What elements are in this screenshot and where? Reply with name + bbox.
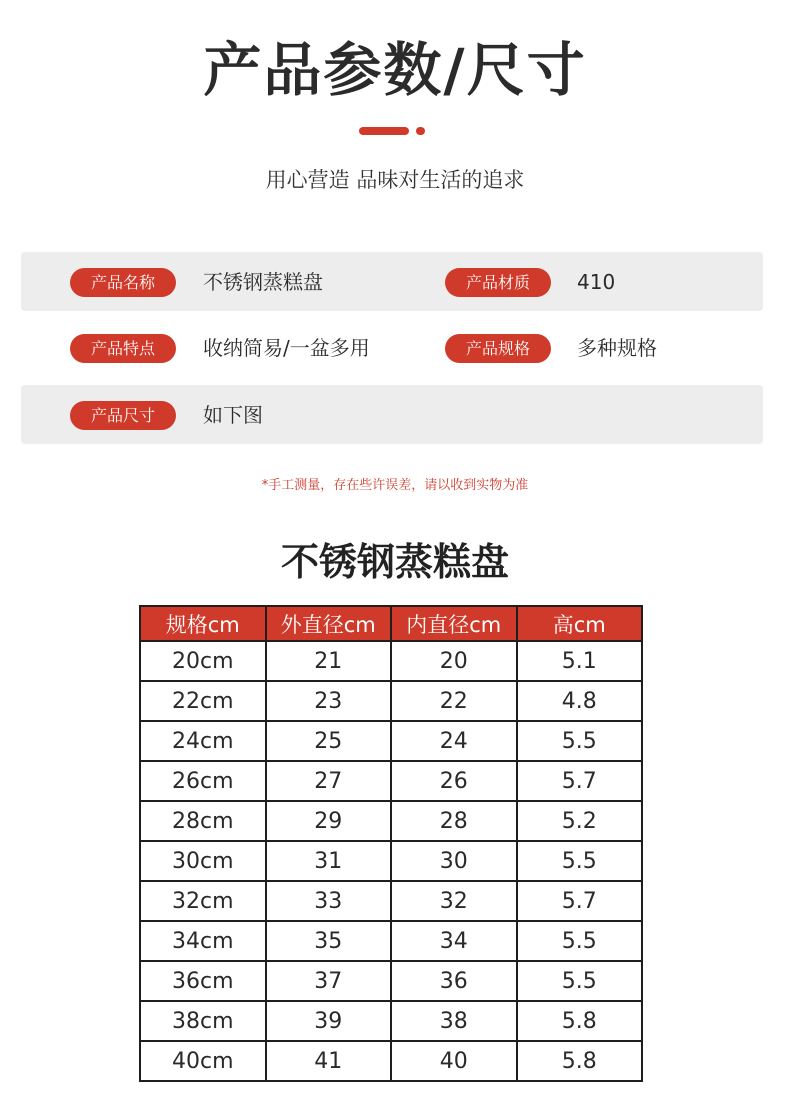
product-spec-label: 产品规格 [445,334,551,363]
page-subtitle: 用心营造 品味对生活的追求 [265,168,525,192]
table-cell: 5.2 [517,801,643,841]
table-cell: 28cm [140,801,266,841]
table-cell: 5.7 [517,761,643,801]
title-accent-dot [416,127,425,135]
table-cell: 40 [391,1041,517,1081]
table-cell: 20 [391,641,517,681]
table-row [140,1001,642,1041]
table-cell: 28 [391,801,517,841]
table-row [140,841,642,881]
table-cell: 26cm [140,761,266,801]
column-header: 外直径cm [266,606,392,641]
table-row [140,961,642,1001]
table-title: 不锈钢蒸糕盘 [280,540,509,584]
table-cell: 24 [391,721,517,761]
table-cell: 26 [391,761,517,801]
table-cell: 40cm [140,1041,266,1081]
product-material-label: 产品材质 [445,268,551,297]
table-cell: 41 [266,1041,392,1081]
table-cell: 32cm [140,881,266,921]
table-cell: 5.1 [517,641,643,681]
table-cell: 5.8 [517,1001,643,1041]
measurement-note: *手工测量，存在些许误差，请以收到实物为准 [261,478,529,493]
product-name-label: 产品名称 [70,268,176,297]
table-row [140,801,642,841]
table-cell: 22 [391,681,517,721]
table-cell: 32 [391,881,517,921]
table-cell: 23 [266,681,392,721]
table-cell: 30 [391,841,517,881]
table-cell: 35 [266,921,392,961]
table-body [140,641,642,1081]
column-header: 内直径cm [391,606,517,641]
table-cell: 39 [266,1001,392,1041]
table-cell: 25 [266,721,392,761]
table-row [140,881,642,921]
table-cell: 34 [391,921,517,961]
column-header: 规格cm [140,606,266,641]
table-cell: 5.5 [517,961,643,1001]
size-table [139,605,643,1082]
table-cell: 30cm [140,841,266,881]
table-row [140,721,642,761]
table-cell: 5.7 [517,881,643,921]
product-feature-label: 产品特点 [70,334,176,363]
table-cell: 22cm [140,681,266,721]
column-header: 高cm [517,606,643,641]
table-cell: 36cm [140,961,266,1001]
table-row [140,761,642,801]
product-size-value: 如下图 [203,403,263,427]
page-title: 产品参数/尺寸 [203,36,587,104]
product-material-value: 410 [577,270,616,294]
table-row [140,1041,642,1081]
table-cell: 33 [266,881,392,921]
product-spec-value: 多种规格 [577,336,657,360]
table-cell: 5.5 [517,921,643,961]
table-row [140,681,642,721]
table-cell: 24cm [140,721,266,761]
table-cell: 38cm [140,1001,266,1041]
table-cell: 5.8 [517,1041,643,1081]
product-name-value: 不锈钢蒸糕盘 [203,270,323,294]
product-feature-value: 收纳简易/一盆多用 [203,336,370,360]
table-cell: 5.5 [517,841,643,881]
product-size-label: 产品尺寸 [70,401,176,430]
table-cell: 31 [266,841,392,881]
table-cell: 27 [266,761,392,801]
table-row [140,921,642,961]
table-cell: 38 [391,1001,517,1041]
table-row [140,641,642,681]
table-cell: 29 [266,801,392,841]
table-cell: 21 [266,641,392,681]
table-cell: 20cm [140,641,266,681]
table-cell: 4.8 [517,681,643,721]
title-accent-bar [359,127,409,135]
table-cell: 37 [266,961,392,1001]
table-cell: 34cm [140,921,266,961]
table-header-row [140,606,642,641]
table-cell: 5.5 [517,721,643,761]
table-cell: 36 [391,961,517,1001]
